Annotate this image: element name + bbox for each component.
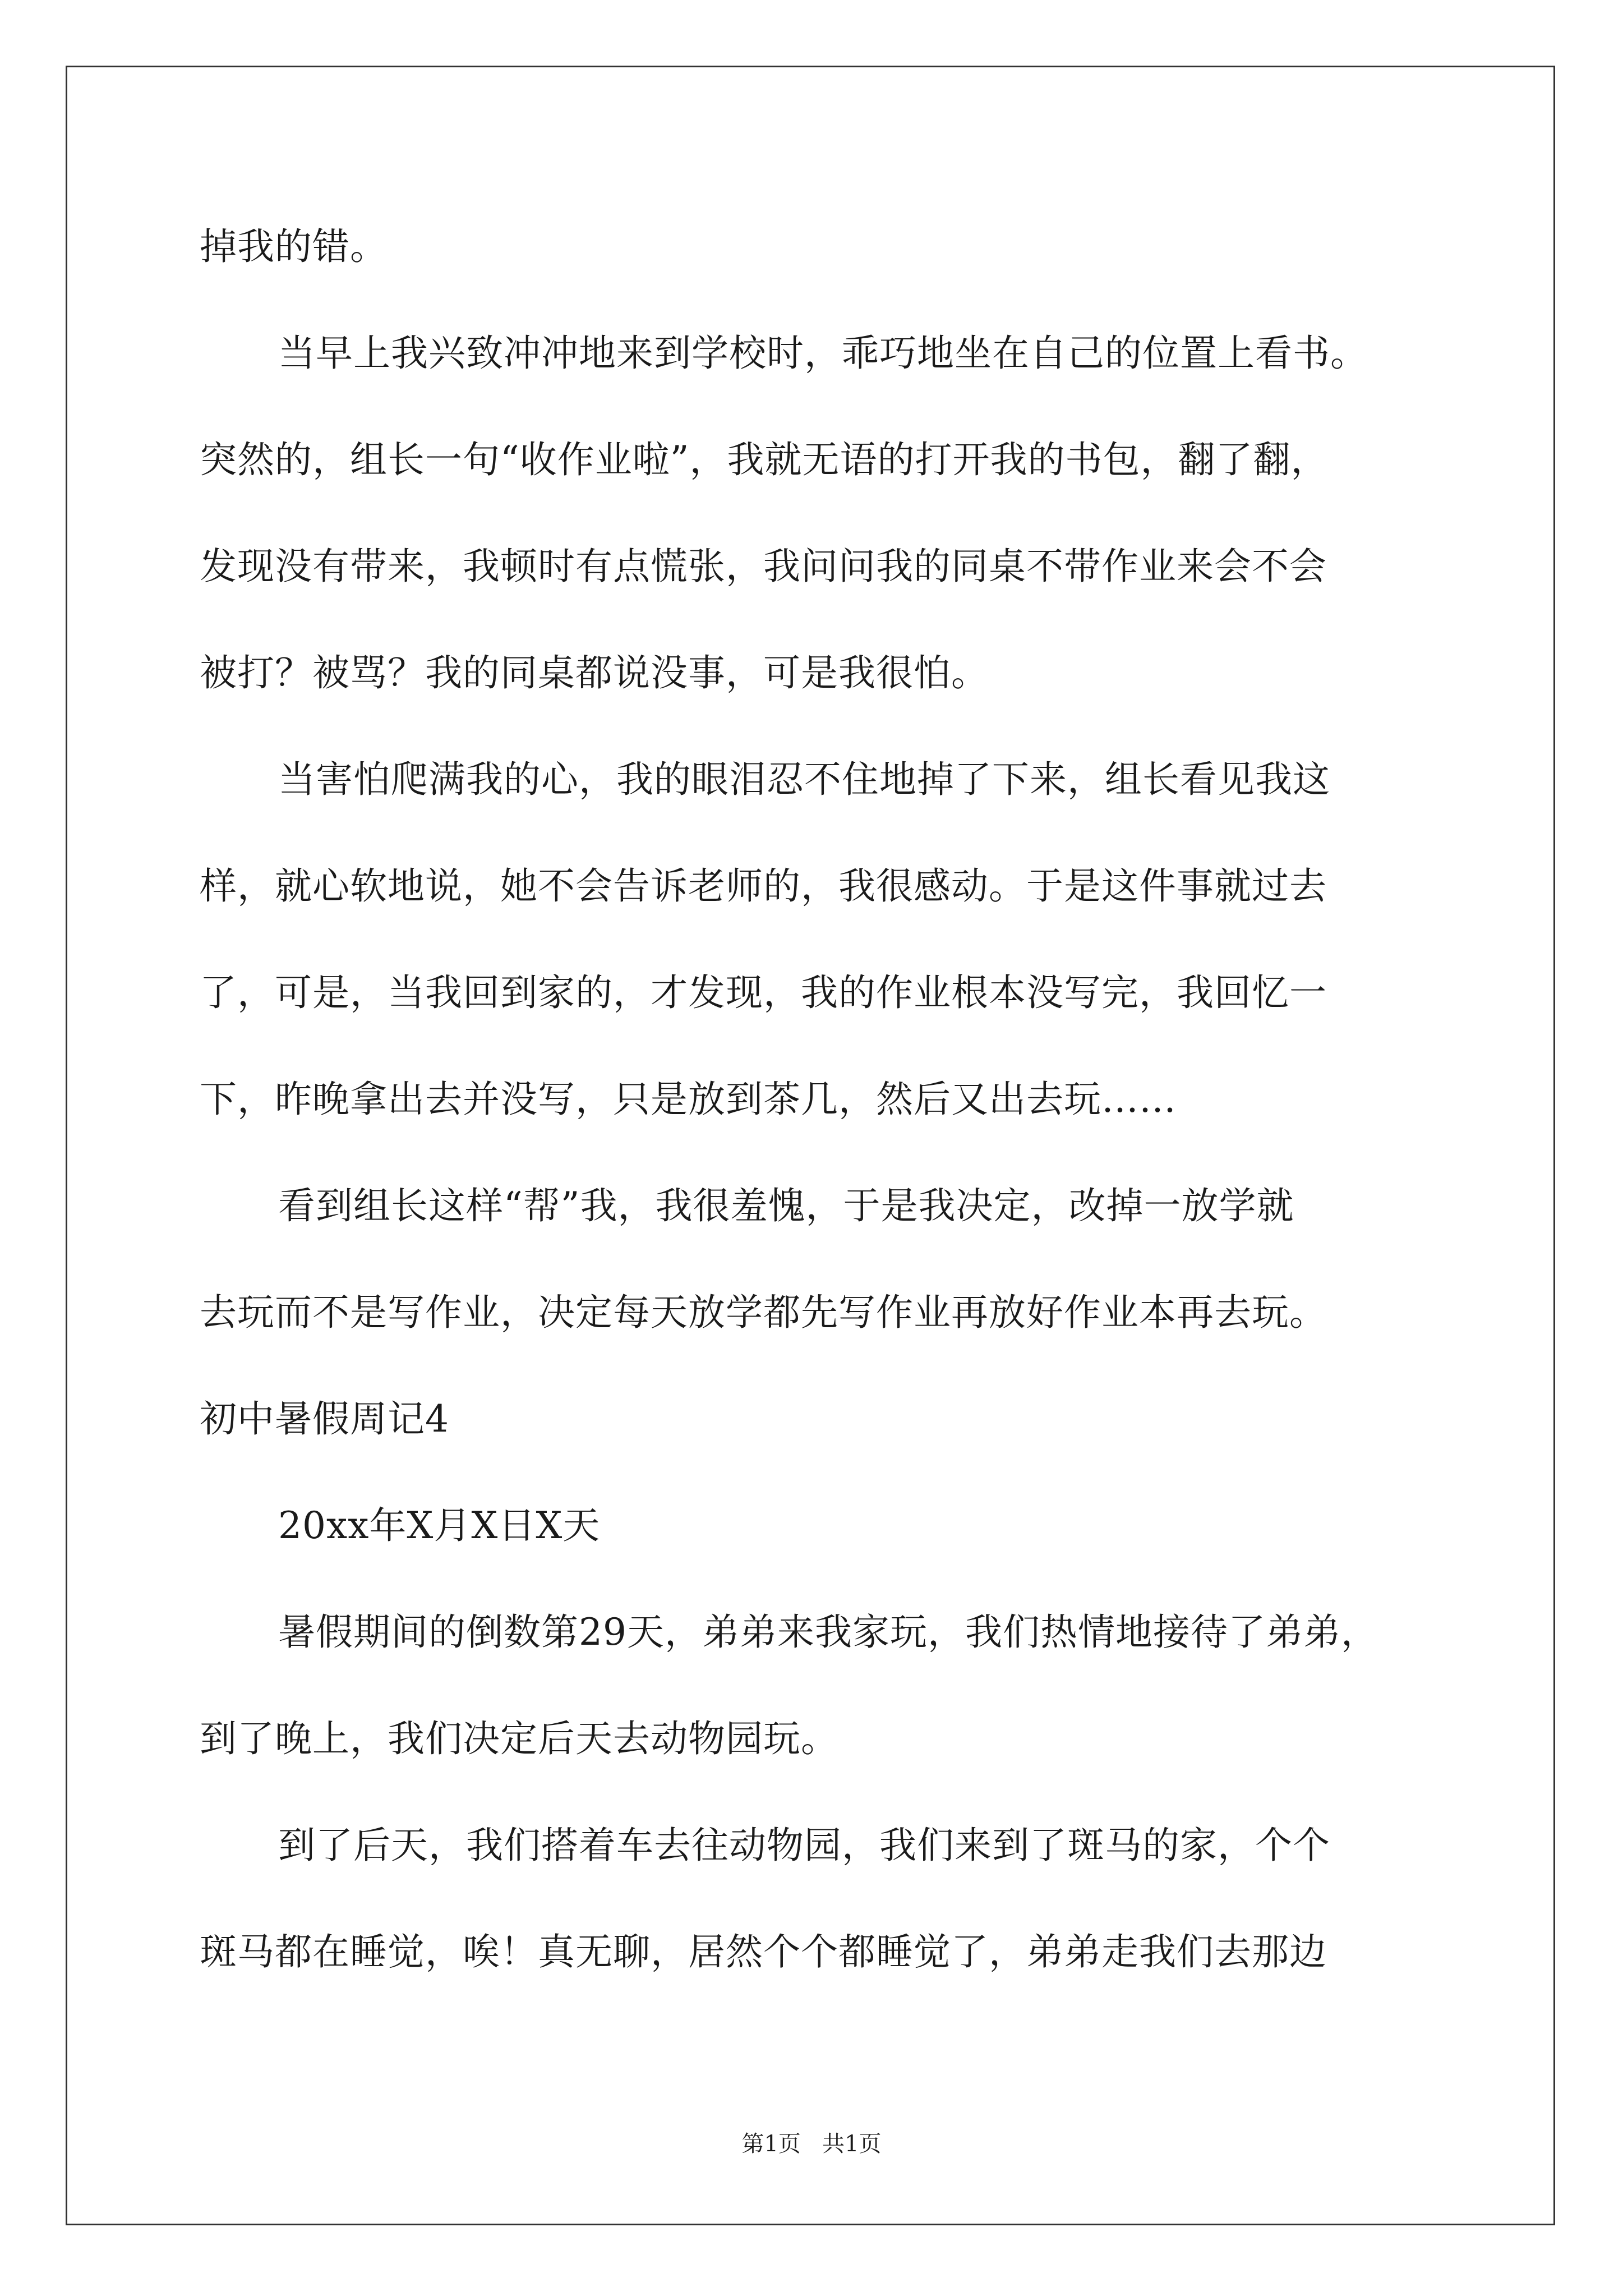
text-line: 当害怕爬满我的心，我的眼泪忍不住地掉了下来，组长看见我这: [278, 758, 1330, 801]
text-line: 被打？被骂？我的同桌都说没事，可是我很怕。: [200, 651, 989, 694]
text-line: 到了后天，我们搭着车去往动物园，我们来到了斑马的家，个个: [278, 1824, 1330, 1867]
text-line: 下，昨晚拿出去并没写，只是放到茶几，然后又出去玩……: [200, 1078, 1177, 1121]
page-border: [66, 66, 1555, 2225]
text-line: 发现没有带来，我顿时有点慌张，我问问我的同桌不带作业来会不会: [200, 545, 1327, 588]
date-line: 20xx年X月X日X天: [278, 1504, 601, 1547]
text-line: 样，就心软地说，她不会告诉老师的，我很感动。于是这件事就过去: [200, 864, 1327, 908]
text-line: 突然的，组长一句“收作业啦”，我就无语的打开我的书包，翻了翻，: [200, 438, 1329, 481]
text-line: 去玩而不是写作业，决定每天放学都先写作业再放好作业本再去玩。: [200, 1291, 1327, 1334]
page-footer: 第1页 共1页: [741, 2131, 882, 2157]
section-heading: 初中暑假周记4: [200, 1397, 449, 1441]
text-line: 暑假期间的倒数第29天，弟弟来我家玩，我们热情地接待了弟弟，: [278, 1611, 1378, 1654]
text-line: 当早上我兴致冲冲地来到学校时，乖巧地坐在自己的位置上看书。: [278, 332, 1368, 375]
text-line: 了，可是，当我回到家的，才发现，我的作业根本没写完，我回忆一: [200, 971, 1327, 1014]
text-line: 看到组长这样“帮”我，我很羞愧，于是我决定，改掉一放学就: [278, 1184, 1294, 1227]
text-line: 掉我的错。: [200, 225, 388, 268]
text-line: 到了晚上，我们决定后天去动物园玩。: [200, 1717, 838, 1760]
text-line: 斑马都在睡觉，唉！真无聊，居然个个都睡觉了，弟弟走我们去那边: [200, 1930, 1327, 1973]
